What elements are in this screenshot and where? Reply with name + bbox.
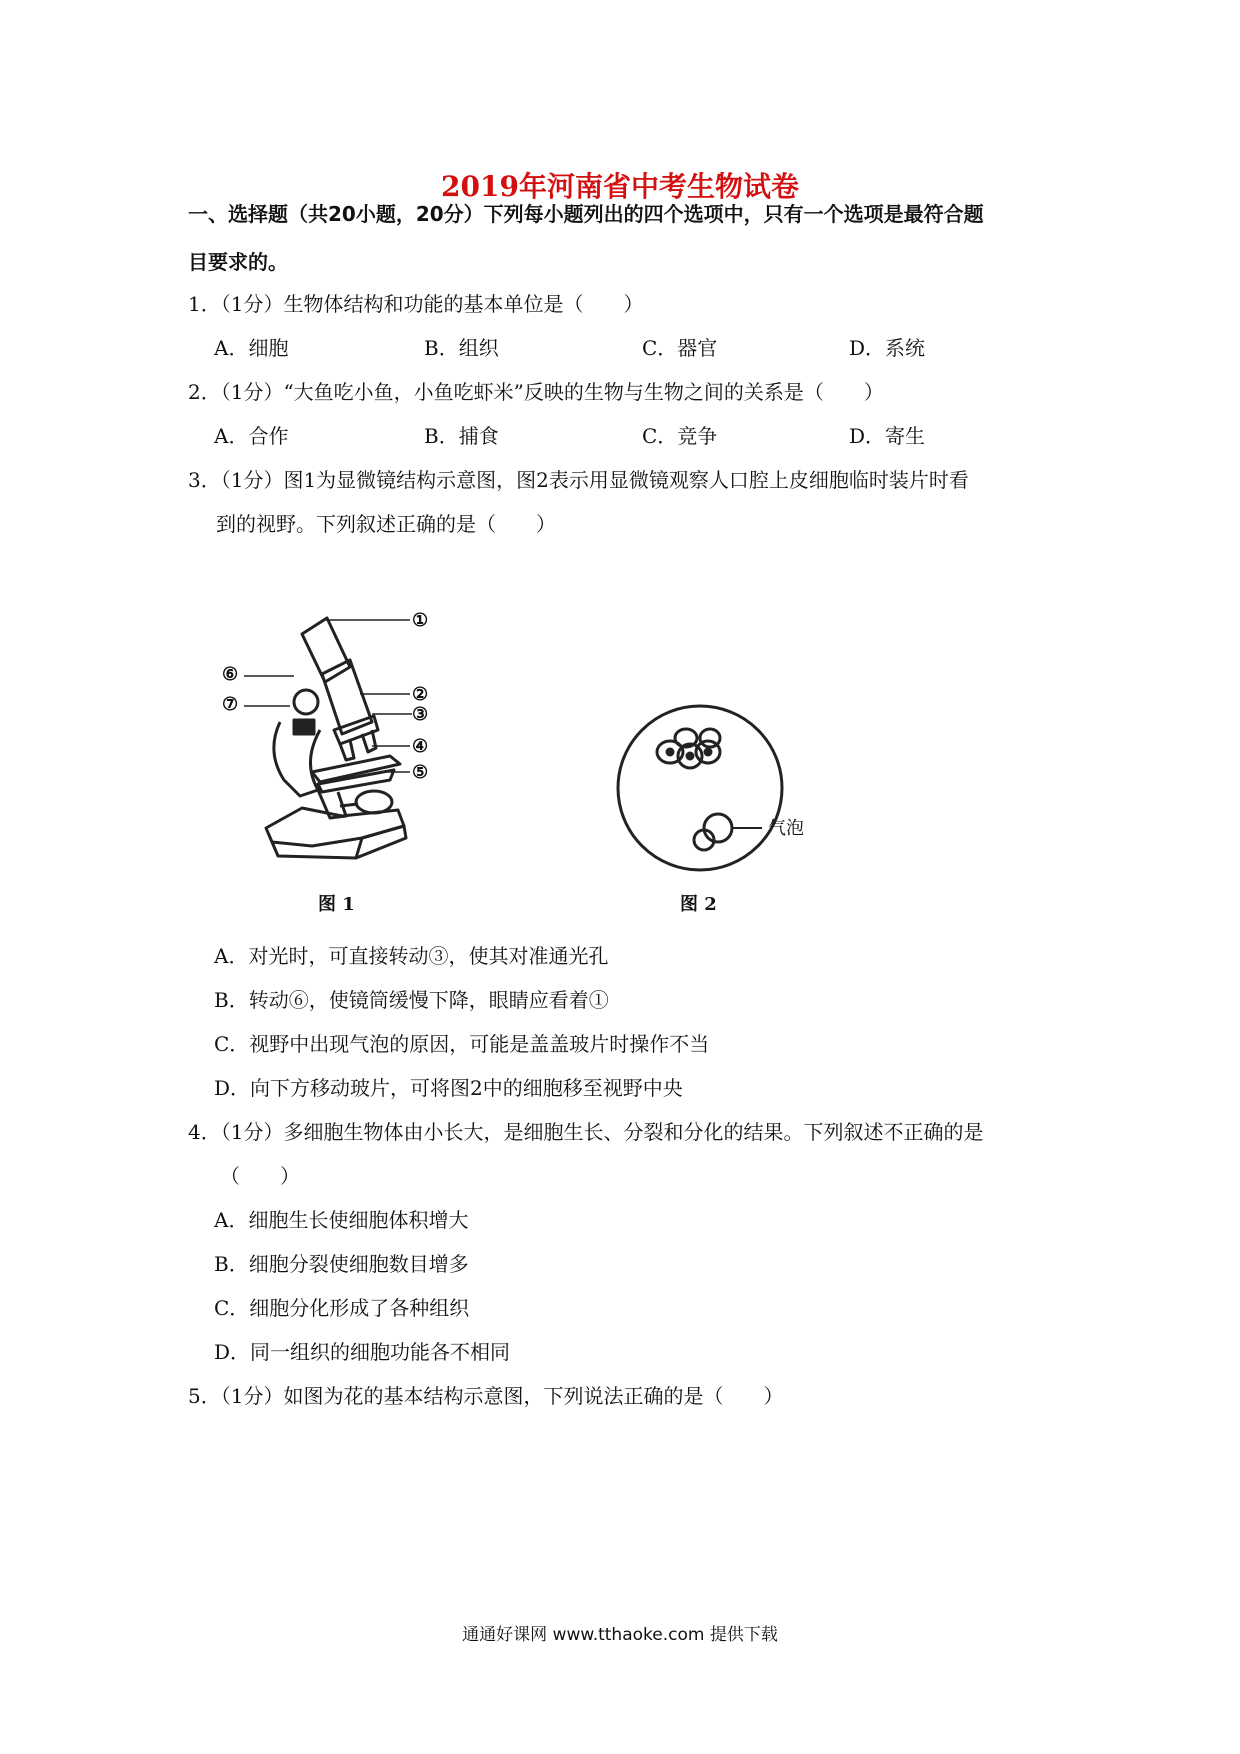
microscope-diagram [222,612,502,862]
bubble-label: 气泡 [768,818,804,839]
question-4-option-c: C．细胞分化形成了各种组织 [214,1296,470,1320]
question-1-stem: 1．（1分）生物体结构和功能的基本单位是（ ） [188,292,644,316]
question-2-option-d: D．寄生 [849,424,926,448]
field-of-view-diagram [614,700,814,876]
microscope-label-2: ② [412,684,429,705]
question-3-option-b: B．转动⑥，使镜筒缓慢下降，眼睛应看着① [214,988,609,1012]
question-1-option-c: C．器官 [642,336,718,360]
question-1-option-b: B．组织 [424,336,499,360]
question-3-stem-line-1: 3．（1分）图1为显微镜结构示意图，图2表示用显微镜观察人口腔上皮细胞临时装片时看 [188,468,969,492]
question-3-option-c: C．视野中出现气泡的原因，可能是盖盖玻片时操作不当 [214,1032,710,1056]
page-footer: 通通好课网 www.tthaoke.com 提供下载 [462,1625,778,1645]
figure-2-caption: 图 2 [680,894,717,915]
question-2-stem: 2．（1分）“大鱼吃小鱼，小鱼吃虾米”反映的生物与生物之间的关系是（ ） [188,380,884,404]
microscope-label-5: ⑤ [412,762,429,783]
question-2-option-c: C．竞争 [642,424,718,448]
page-title: 2019年河南省中考生物试卷 [441,170,799,203]
question-4-option-d: D．同一组织的细胞功能各不相同 [214,1340,511,1364]
question-2-option-b: B．捕食 [424,424,499,448]
figure-1-caption: 图 1 [318,894,355,915]
section-heading-line-2: 目要求的。 [188,250,288,274]
question-2-option-a: A．合作 [214,424,289,448]
microscope-label-4: ④ [412,736,429,757]
question-4-option-b: B．细胞分裂使细胞数目增多 [214,1252,469,1276]
question-4-stem-line-1: 4．（1分）多细胞生物体由小长大，是细胞生长、分裂和分化的结果。下列叙述不正确的是 [188,1120,984,1144]
section-heading [188,190,1068,286]
section-heading-line-1: 一、选择题（共20小题，20分）下列每小题列出的四个选项中，只有一个选项是最符合题 [188,202,984,226]
question-3-option-d: D．向下方移动玻片，可将图2中的细胞移至视野中央 [214,1076,683,1100]
question-5-stem: 5．（1分）如图为花的基本结构示意图，下列说法正确的是（ ） [188,1384,784,1408]
question-4-option-a: A．细胞生长使细胞体积增大 [214,1208,469,1232]
microscope-label-6: ⑥ [222,664,239,685]
question-3-option-a: A．对光时，可直接转动③，使其对准通光孔 [214,944,609,968]
microscope-label-1: ① [412,610,429,631]
question-4-stem-line-2: （ ） [220,1164,300,1188]
question-1-option-a: A．细胞 [214,336,289,360]
question-3-stem-line-2: 到的视野。下列叙述正确的是（ ） [216,512,556,536]
question-1-option-d: D．系统 [849,336,926,360]
microscope-label-3: ③ [412,704,429,725]
microscope-label-7: ⑦ [222,694,239,715]
